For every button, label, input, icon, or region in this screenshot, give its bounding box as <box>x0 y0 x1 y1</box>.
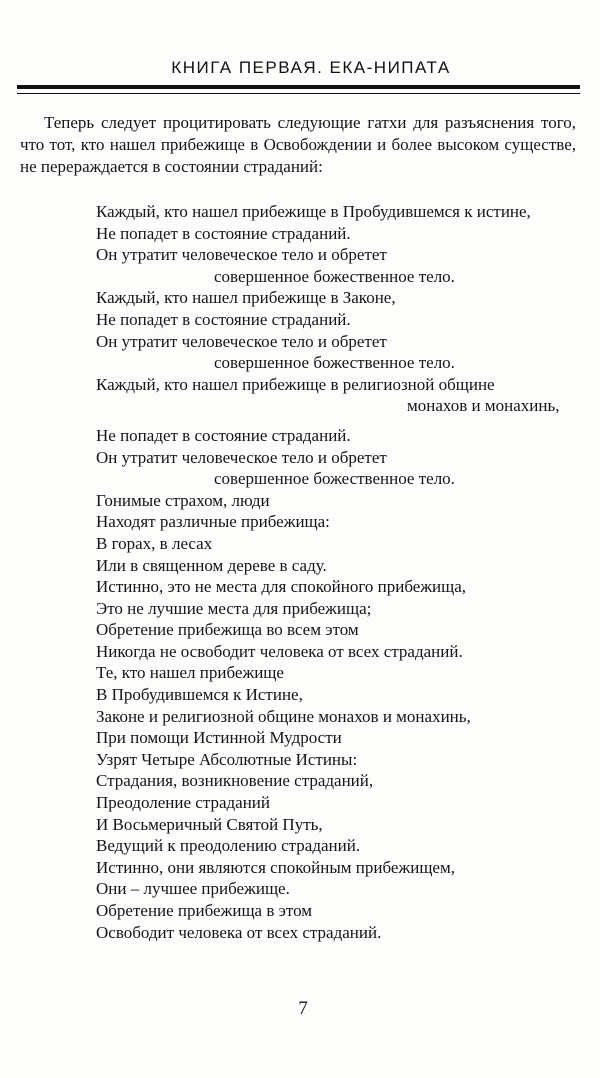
page-number: 7 <box>298 998 308 1019</box>
verse-line: Те, кто нашел прибежище <box>96 663 284 683</box>
verse-line-continuation: совершенное божественное тело. <box>214 469 455 489</box>
verse-line: Истинно, они являются спокойным прибежищем, <box>96 857 455 877</box>
header-rule-thick <box>17 85 580 89</box>
verse-line: В горах, в лесах <box>96 533 213 553</box>
verse-line: В Пробудившемся к Истине, <box>96 685 303 705</box>
verse-line: Обретение прибежища в этом <box>96 901 313 920</box>
verse-line: Каждый, кто нашел прибежище в Законе, <box>96 288 396 308</box>
verse-line: Обретение прибежища во всем этом <box>96 620 359 640</box>
verse-line: И Восьмеричный Святой Путь, <box>96 814 323 834</box>
verse-line: Он утратит человеческое тело и обретет <box>96 245 387 265</box>
verse-line: При помощи Истинной Мудрости <box>96 728 342 748</box>
verse-line: Истинно, это не места для спокойного прибежища, <box>96 577 467 597</box>
verse-line: Никогда не освободит человека от всех страданий. <box>96 641 463 661</box>
verse-line: Каждый, кто нашел прибежище в Пробудившемся к истине, <box>96 202 531 221</box>
verse-line: Гонимые страхом, люди <box>96 490 270 510</box>
verse-line: Находят различные прибежища: <box>96 512 330 532</box>
verse-line: Не попадет в состояние страданий. <box>96 223 351 243</box>
verse-line: Страдания, возникновение страданий, <box>96 771 374 791</box>
verse-line-continuation: монахов и монахинь, <box>407 396 560 416</box>
verse-line: Или в священном дереве в саду. <box>96 555 327 575</box>
verse-line: Он утратит человеческое тело и обретет <box>96 331 387 351</box>
verse-line: Не попадет в состояние страданий. <box>96 425 351 445</box>
verse-line: Законе и религиозной общине монахов и монахинь, <box>96 706 471 726</box>
verse-block <box>96 201 576 943</box>
verse-line: Это не лучшие места для прибежища; <box>96 598 372 618</box>
header-rule-thin <box>17 93 580 94</box>
verse-line: Он утратит человеческое тело и обретет <box>96 447 387 467</box>
verse-line: Преодоление страданий <box>96 793 270 813</box>
intro-paragraph: Теперь следует процитировать следующие гатхи для разъяснения того, что тот, кто нашел прибежище в Освобождении и более высоком существе, не перераждается в состоянии страданий: <box>20 113 576 176</box>
verse-line: Ведущий к преодолению страданий. <box>96 836 361 856</box>
running-header: КНИГА ПЕРВАЯ. ЕКА-НИПАТА <box>171 58 451 77</box>
verse-line: Не попадет в состояние страданий. <box>96 309 351 329</box>
verse-line: Освободит человека от всех страданий. <box>96 922 382 942</box>
verse-line-continuation: совершенное божественное тело. <box>214 353 455 373</box>
verse-line: Каждый, кто нашел прибежище в религиозной общине <box>96 374 495 394</box>
verse-line: Они – лучшее прибежище. <box>96 879 290 899</box>
verse-line: Узрят Четыре Абсолютные Истины: <box>96 749 358 769</box>
verse-line-continuation: совершенное божественное тело. <box>214 266 455 286</box>
